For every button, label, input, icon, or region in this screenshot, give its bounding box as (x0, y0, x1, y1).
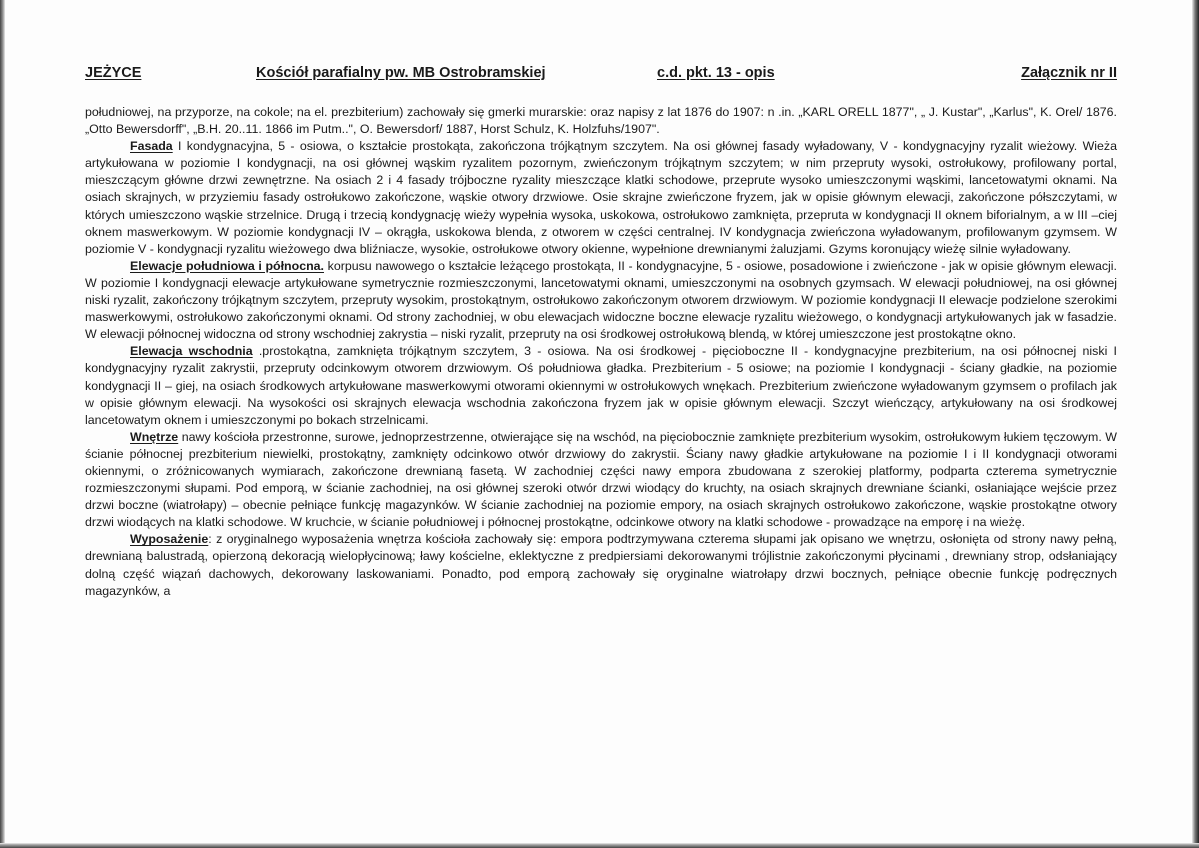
header-location: JEŻYCE (85, 65, 142, 81)
section-label-fasada: Fasada (130, 139, 173, 154)
scan-edge-left (0, 0, 5, 848)
paragraph-text: I kondygnacyjna, 5 - osiowa, o kształcie prostokąta, zakończona trójkątnym szczytem. Na osi głównej fasady wyładowany, V - kondygnacyjny ryzalit wieżowy. Wieża artykułowana w poziomie I kondygnacji, na osi głównej wąskim ryzalitem pozornym, zwieńczonym trójkątnym szczytem; w nim przepruty wysoki, ostrołukowy, profilowany portal, mieszczącym główne drzwi zewnętrzne. Na osiach 2 i 4 fasady trójboczne ryzality mieszczące klatki schodowe, przeprute wysoko umieszczonymi wąskimi, lancetowatymi oknami. Na osiach skrajnych, w przyziemiu fasady ostrołukowo zakończone, wąskie otwory drzwiowe. Osie skrajne zwieńczone fryzem, jak w opisie głównym elewacji, zakończone półszczytami, w których umieszczono wąskie strzelnice. Drugą i trzecią kondygnację wieży wypełnia wysoka, uskokowa, ostrołukowo zamknięta, przepruta w kondygnacji II oknem biforialnym, a w III –ciej oknem maswerkowym. W poziomie kondygnacji IV – okrągła, uskokowa blenda, z otworem w części centralnej. IV kondygnacja zwieńczona wyładowanym, profilowanym gzymsem. W poziomie V - kondygnacji ryzalitu wieżowego dwa bliźniacze, wysokie, ostrołukowe otwory okienne, wypełnione drewnianymi żaluzjami. Gzyms koronujący wieżę silnie wyładowany. (85, 139, 1117, 256)
scan-edge-right (1192, 0, 1199, 848)
paragraph-inscriptions (85, 104, 1117, 138)
paragraph-text: korpusu nawowego o kształcie leżącego prostokąta, II - kondygnacyjne, 5 - osiowe, posadowione i zwieńczone - jak w opisie głównym elewacji. W poziomie I kondygnacji elewacje artykułowane symetrycznie rozmieszczonymi, lancetowatymi oknami, umieszczonymi na osobnych gzymsach. W elewacji południowej, na osi głównej niski ryzalit, zakończony trójkątnym szczytem, przepruty wysokim, prostokątnym, ostrołukowo zakończonym otworem drzwiowym. W poziomie kondygnacji II elewacje podzielone szerokimi maswerkowymi, ostrołukowo zakończonymi oknami. Od strony zachodniej, w obu elewacjach widoczne boczne elewacje ryzalitu wieżowego, o kondygnacji artykułowanych jak w fasadzie. W elewacji północnej widoczna od strony wschodniej zakrystia – niski ryzalit, przepruty na osi środkowej ostrołukową blendą, w której umieszczone jest prostokątne okno. (85, 258, 1117, 342)
header-section: c.d. pkt. 13 - opis (657, 65, 775, 81)
paragraph-elewacja-wschodnia (85, 343, 1117, 428)
document-body (85, 104, 1117, 600)
section-label-wnetrze: Wnętrze (130, 429, 179, 444)
paragraph-text: : z oryginalnego wyposażenia wnętrza kościoła zachowały się: empora podtrzymywana czterema słupami jak opisano we wnętrzu, osłonięta od strony nawy pełną, drewnianą balustradą, opierzoną dekoracją wielopłycinową; ławy kościelne, eklektyczne z predpiersiami dekorowanymi trójlistnie zakończonymi płycinami , drewniany strop, odsłaniający dolną część wiązań dachowych, dekorowany laskowaniami. Ponadto, pod emporą zachowały się oryginalne wiatrołapy drzwi bocznych, pełniące obecnie funkcję podręcznych magazynków, a (85, 532, 1117, 598)
page-header (85, 65, 1117, 83)
paragraph-text: .prostokątna, zamknięta trójkątnym szczytem, 3 - osiowa. Na osi środkowej - pięcioboczne II - kondygnacyjne prezbiterium, na osi północnej niski I kondygnacyjny ryzalit zakrystii, przepruty odcinkowym otworem drzwiowym. Oś południowa gładka. Prezbiterium - 5 osiowe; na poziomie I kondygnacji - ściany gładkie, na poziomie kondygnacji II – giej, na osiach środkowych artykułowane maswerkowymi otworami okiennymi w ostrołukowych wnękach. Prezbiterium zwieńczone wyładowanym gzymsem o profilach jak w opisie głównym elewacji. Na wysokości osi skrajnych elewacja wschodnia zakończona fryzem jak w opisie głównym elewacji. Szczyt wieńczący, artykułowany na osi środkowej lancetowatym oknem i umieszczonymi po bokach strzelnicami. (85, 344, 1117, 427)
scan-edge-bottom (0, 843, 1199, 848)
header-title: Kościół parafialny pw. MB Ostrobramskiej (256, 65, 546, 81)
paragraph-wyposazenie (85, 531, 1117, 599)
section-label-elewacje: Elewacje południowa i północna. (130, 258, 324, 273)
paragraph-wnetrze (85, 429, 1117, 532)
paragraph-fasada (85, 138, 1117, 258)
header-annex: Załącznik nr II (1021, 65, 1117, 81)
section-label-elewacja-wschodnia: Elewacja wschodnia (130, 344, 253, 359)
paragraph-text: nawy kościoła przestronne, surowe, jednoprzestrzenne, otwierające się na wschód, na pięciobocznie zamknięte prezbiterium wysokim, ostrołukowym łukiem tęczowym. W ścianie północnej prezbiterium niewielki, prostokątny, zamknięty odcinkowo otwór drzwiowy do zakrystii. Ściany nawy gładkie artykułowane na poziomie I i II kondygnacji otworami okiennymi, o zróżnicowanych wymiarach, zakończone drewnianą fasetą. W zachodniej części nawy empora zbudowana z szerokiej platformy, podparta czterema symetrycznie rozmieszczonymi słupami. Pod emporą, w ścianie zachodniej, na osi głównej szeroki otwór drzwi wiodący do kruchty, na osiach skrajnych drewniane ścianki, osłaniające wejście przez drzwi boczne (wiatrołapy) – obecnie pełniące funkcję magazynków. W ścianie zachodniej na poziomie empory, na osiach skrajnych ostrołukowo zakończone, wąskie prostokątne otwory drzwi wiodących na klatki schodowe. W kruchcie, w ścianie południowej i północnej prostokątne, odcinkowe otwory na klatki schodowe - prowadzące na emporę i na wieżę. (85, 429, 1117, 530)
section-label-wyposazenie: Wyposażenie (130, 532, 209, 547)
paragraph-text: południowej, na przyporze, na cokole; na el. prezbiterium) zachowały się gmerki murarskie: oraz napisy z lat 1876 do 1907: n .in. „KARL ORELL 1877", „ J. Kustar", „Karlus", K. Orel/ 1876. „Otto Bewersdorff", „B.H. 20..11. 1866 im Putm..", O. Bewersdorf/ 1887, Horst Schulz, K. Holzfuhs/1907". (85, 105, 1117, 137)
paragraph-elewacje-pld-pln (85, 258, 1117, 343)
